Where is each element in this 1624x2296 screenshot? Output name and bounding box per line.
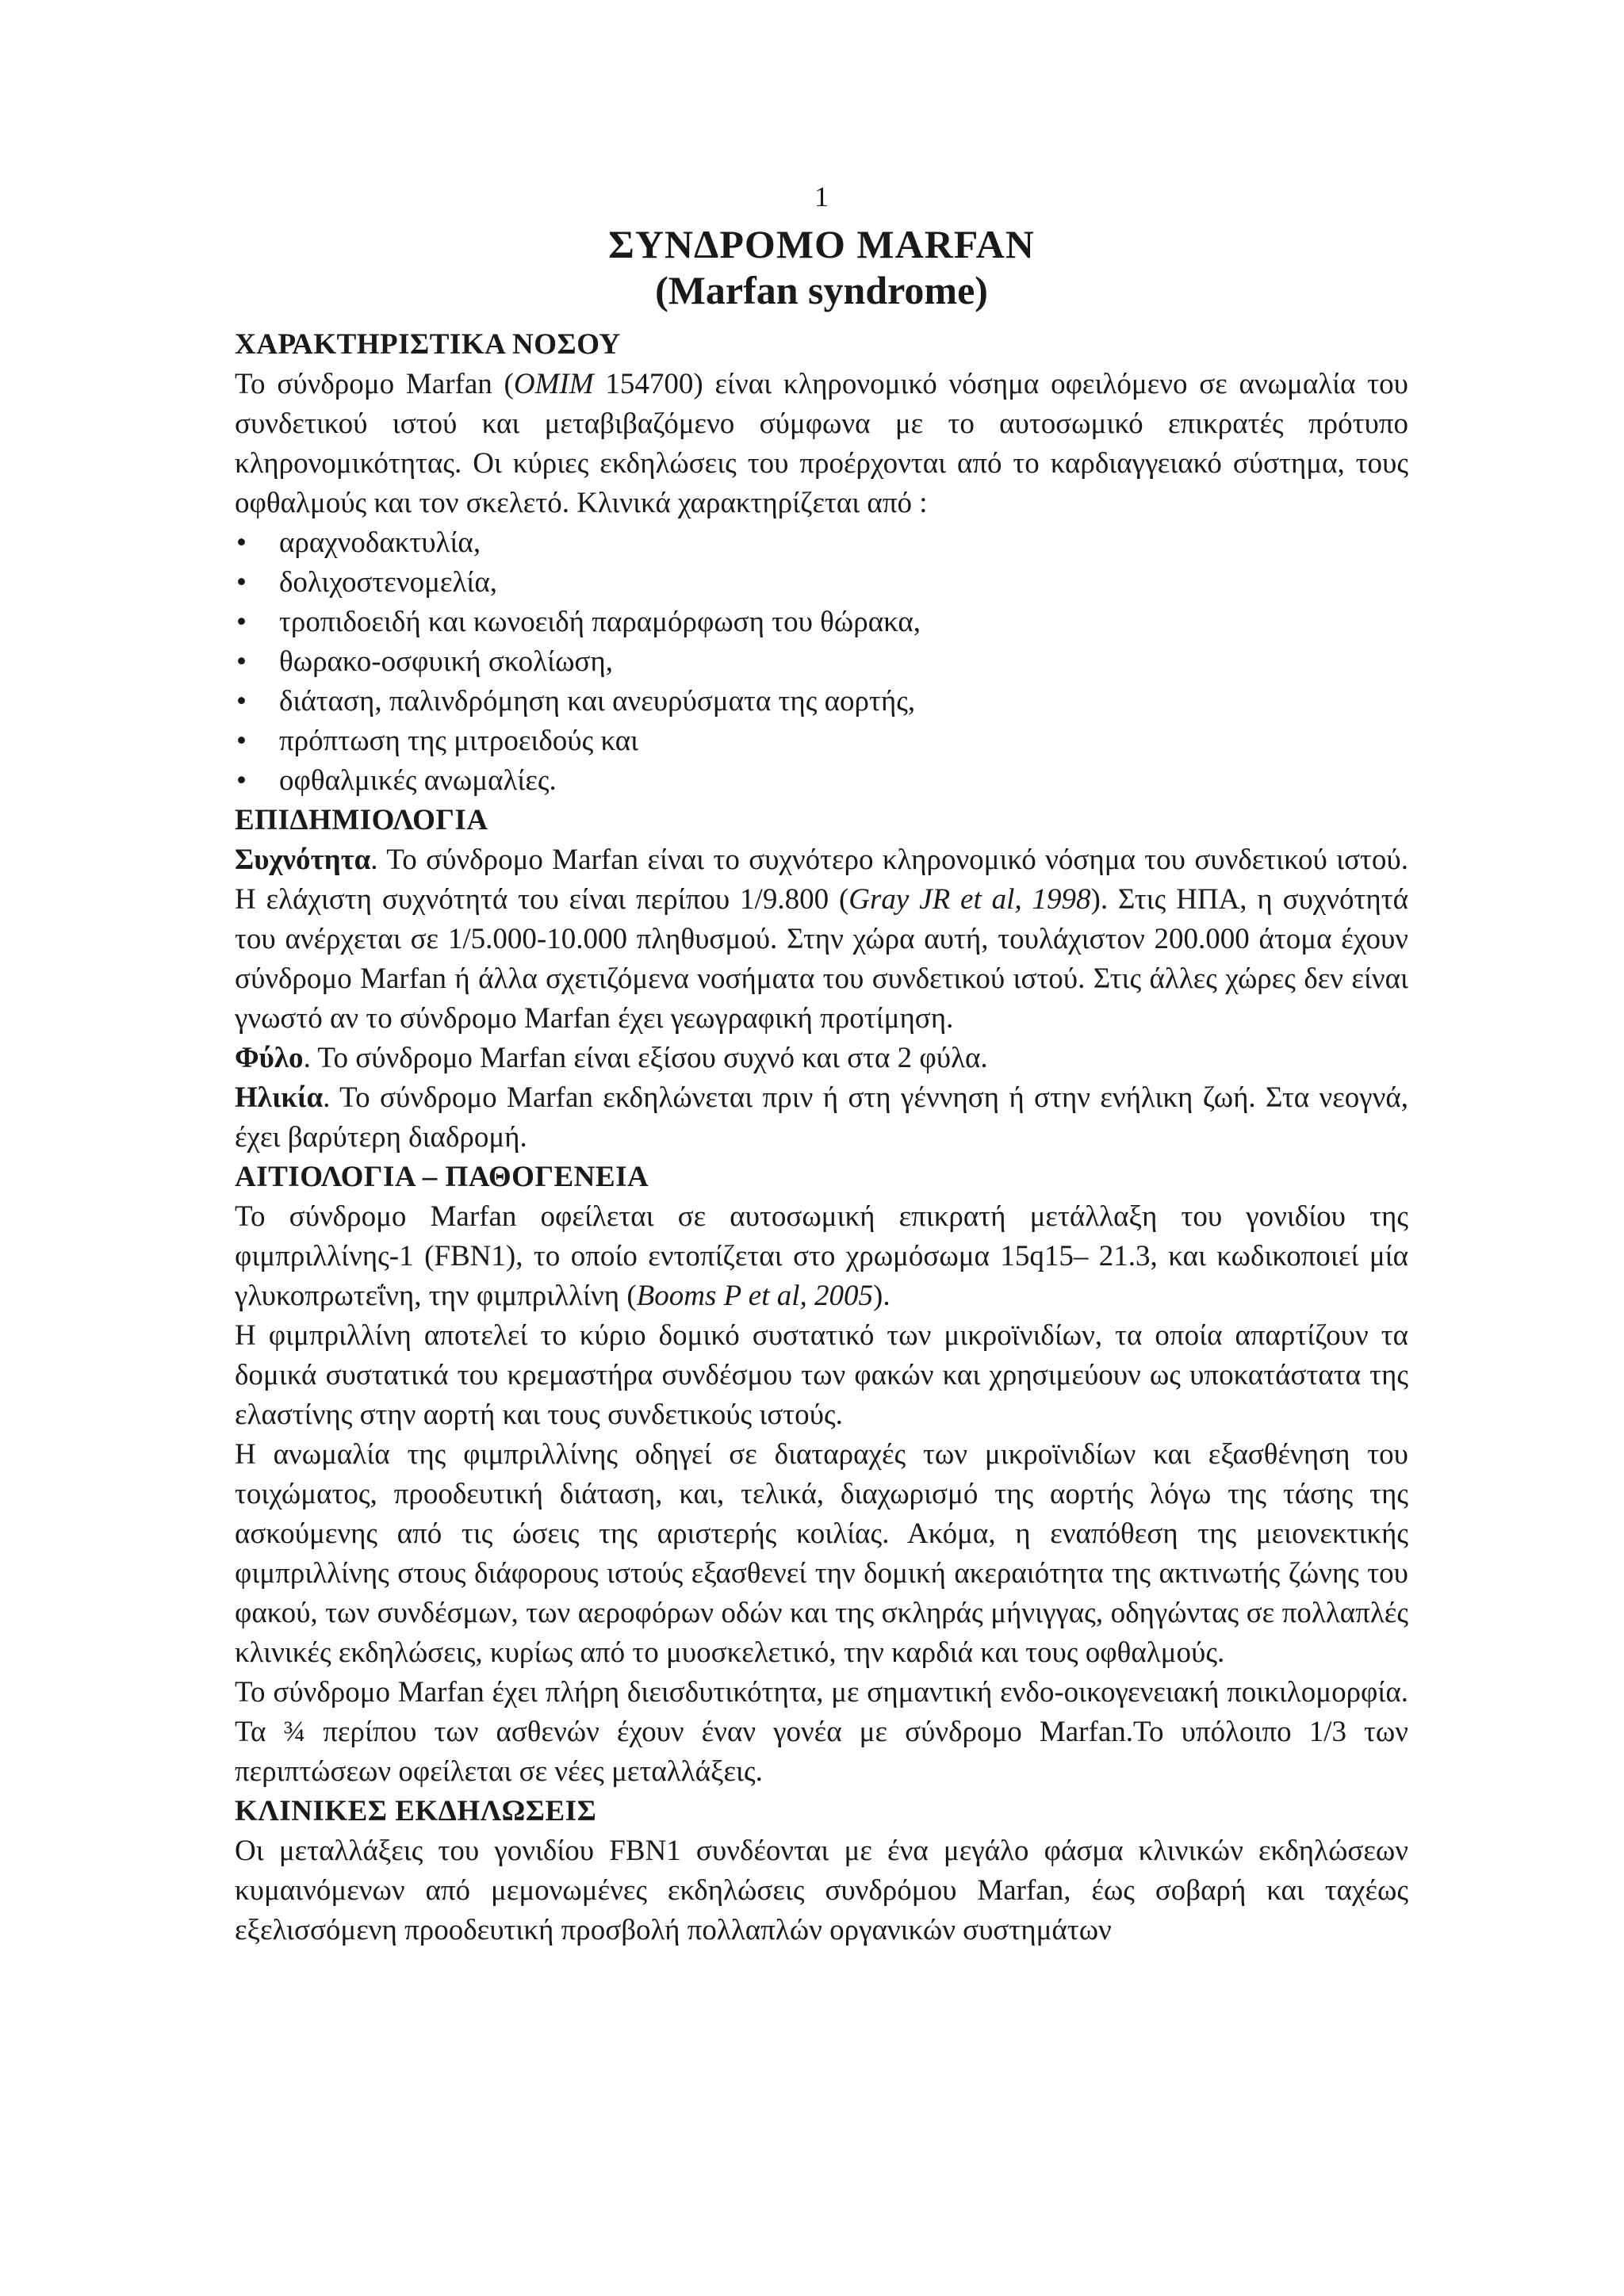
age-paragraph — [235, 1078, 1408, 1158]
omim-label: OMIM — [513, 368, 594, 400]
list-item — [235, 603, 1408, 642]
etiology-text-b: ). — [873, 1280, 891, 1312]
etiology-paragraph-2: Η φιμπριλλίνη αποτελεί το κύριο δομικό συστατικό των μικροϊνιδίων, τα οποία απαρτίζουν τα δομικά συστατικά του κρεμαστήρα συνδέσμου των φακών και χρησιμεύουν ως υποκατάστατα της ελαστίνης στην αορτή και τους συνδετικούς ιστούς. — [235, 1319, 1408, 1431]
list-item — [235, 523, 1408, 563]
age-text: . Το σύνδρομο Marfan εκδηλώνεται πριν ή στη γέννηση ή στην ενήλικη ζωή. Στα νεογνά, έχει βαρύτερη διαδρομή. — [235, 1081, 1408, 1154]
list-item — [235, 642, 1408, 682]
document-page — [235, 181, 1408, 1950]
citation-gray: Gray JR et al, 1998 — [848, 883, 1091, 916]
etiology-paragraph-3: Η ανωμαλία της φιμπριλλίνης οδηγεί σε διαταραχές των μικροϊνιδίων και εξασθένηση του τοιχώματος, προοδευτική διάταση, και, τελικά, διαχωρισμό της αορτής λόγω της τάσης της ασκούμενης από τις ώσεις της αριστερής κοιλίας. Ακόμα, η εναπόθεση της μειονεκτικής φιμπριλλίνης στους διάφορους ιστούς εξασθενεί την δομική ακεραιότητα της ακτινωτής ζώνης του φακού, των συνδέσμων, των αεροφόρων οδών και της σκληράς μήνιγγας, οδηγώντας σε πολλαπλές κλινικές εκδηλώσεις, κυρίως από το μυοσκελετικό, την καρδιά και τους οφθαλμούς. — [235, 1438, 1408, 1669]
clinical-paragraph-1: Οι μεταλλάξεις του γονιδίου FBN1 συνδέονται με ένα μεγάλο φάσμα κλινικών εκδηλώσεων κυμαινόμενων από μεμονωμένες εκδηλώσεις συνδρόμου Marfan, έως σοβαρή και ταχέως εξελισσόμενη προοδευτική προσβολή πολλαπλών οργανικών συστημάτων — [235, 1835, 1408, 1946]
bullet-icon: • — [236, 606, 247, 638]
sex-paragraph — [235, 1039, 1408, 1078]
etiology-paragraph-4: Το σύνδρομο Marfan έχει πλήρη διεισδυτικότητα, με σημαντική ενδο-οικογενειακή ποικιλομορφία. Τα ¾ περίπου των ασθενών έχουν έναν γονέα με σύνδρομο Marfan.Το υπόλοιπο 1/3 των περιπτώσεων οφείλεται σε νέες μεταλλάξεις. — [235, 1676, 1408, 1788]
frequency-text-b: ). Στις ΗΠΑ, η συχνότητά του ανέρχεται σε 1/5.000-10.000 πληθυσμού. Στην χώρα αυτή, τουλάχιστον 200.000 άτομα έχουν σύνδρομο Marfan ή άλλα σχετιζόμενα νοσήματα του συνδετικού ιστού. Στις άλλες χώρες δεν είναι γνωστό αν το σύνδρομο Marfan έχει γεωγραφική προτίμηση. — [235, 883, 1408, 1035]
list-item — [235, 721, 1408, 761]
document-title: ΣΥΝΔΡΟΜΟ MARFAN — [608, 222, 1035, 266]
section-heading-etiology: ΑΙΤΙΟΛΟΓΙΑ – ΠΑΘΟΓΕΝΕΙΑ — [235, 1161, 649, 1193]
bullet-icon: • — [236, 566, 247, 599]
section-heading-epidemiology: ΕΠΙΔΗΜΙΟΛΟΓΙΑ — [235, 804, 488, 836]
sex-text: . Το σύνδρομο Marfan είναι εξίσου συχνό και στα 2 φύλα. — [303, 1042, 988, 1074]
page-number: 1 — [814, 181, 829, 212]
document-subtitle: (Marfan syndrome) — [655, 268, 988, 312]
frequency-text-a: . Το σύνδρομο Marfan είναι το συχνότερο κληρονομικό νόσημα του συνδετικού ιστού. Η ελάχιστη συχνότητά του είναι περίπου 1/9.800 ( — [235, 844, 1408, 916]
list-item-text: δολιχοστενομελία, — [279, 566, 497, 599]
bullet-icon: • — [236, 526, 247, 559]
list-item-text: τροπιδοειδή και κωνοειδή παραμόρφωση του θώρακα, — [279, 606, 921, 638]
list-item-text: διάταση, παλινδρόμηση και ανευρύσματα της αορτής, — [279, 685, 916, 718]
etiology-text-a: Το σύνδρομο Marfan οφείλεται σε αυτοσωμική επικρατή μετάλλαξη του γονιδίου της φιμπριλλίνης-1 (FBN1), το οποίο εντοπίζεται στο χρωμόσωμα 15q15– 21.3, και κωδικοποιεί μία γλυκοπρωτεΐνη, την φιμπριλλίνη ( — [235, 1200, 1408, 1312]
characteristics-intro-paragraph — [235, 365, 1408, 523]
list-item-text: θωρακο-οσφυική σκολίωση, — [279, 645, 613, 678]
list-item-text: πρόπτωση της μιτροειδούς και — [279, 725, 639, 757]
sex-label: Φύλο — [235, 1042, 304, 1074]
characteristics-bullet-list — [235, 523, 1408, 801]
list-item-text: οφθαλμικές ανωμαλίες. — [279, 764, 557, 797]
frequency-label: Συχνότητα — [235, 844, 371, 876]
list-item-text: αραχνοδακτυλία, — [279, 526, 481, 559]
section-heading-characteristics: ΧΑΡΑΚΤΗΡΙΣΤΙΚΑ ΝΟΣΟΥ — [235, 328, 621, 361]
etiology-paragraph-1 — [235, 1197, 1408, 1316]
characteristics-intro-text-a: Το σύνδρομο Marfan ( — [235, 368, 514, 400]
section-heading-clinical: ΚΛΙΝΙΚΕΣ ΕΚΔΗΛΩΣΕΙΣ — [235, 1795, 597, 1827]
list-item — [235, 761, 1408, 801]
list-item — [235, 563, 1408, 603]
bullet-icon: • — [236, 725, 247, 757]
bullet-icon: • — [236, 645, 247, 678]
characteristics-intro-text-b: 154700) είναι κληρονομικό νόσημα οφειλόμενο σε ανωμαλία του συνδετικού ιστού και μεταβιβαζόμενο σύμφωνα με το αυτοσωμικό επικρατές πρότυπο κληρονομικότητας. Οι κύριες εκδηλώσεις του προέρχονται από το καρδιαγγειακό σύστημα, τους οφθαλμούς και τον σκελετό. Κλινικά χαρακτηρίζεται από : — [235, 368, 1408, 519]
bullet-icon: • — [236, 764, 247, 797]
list-item — [235, 682, 1408, 721]
citation-booms: Booms P et al, 2005 — [636, 1280, 874, 1312]
bullet-icon: • — [236, 685, 247, 718]
age-label: Ηλικία — [235, 1081, 324, 1114]
frequency-paragraph — [235, 840, 1408, 1039]
